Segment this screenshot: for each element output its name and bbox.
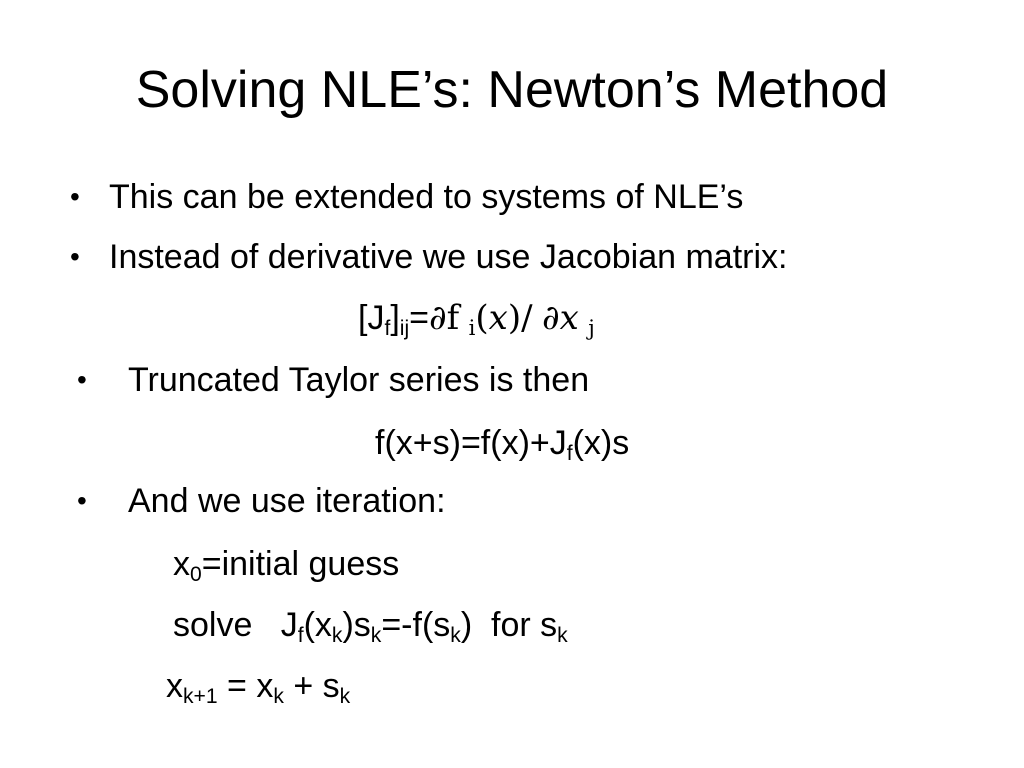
iteration-solve — [173, 605, 568, 646]
jacobian-sub-f: f — [384, 316, 391, 340]
jacobian-sub-i: i — [468, 314, 476, 340]
bullet-text-4: And we use iteration: — [128, 482, 446, 520]
jacobian-sub-j: j — [588, 314, 595, 340]
taylor-part2: (x)s — [572, 424, 630, 462]
iteration-update — [166, 666, 350, 707]
iteration-solve-sub-f: f — [297, 623, 304, 647]
bullet-text-2: Instead of derivative we use Jacobian matrix: — [109, 238, 788, 276]
jacobian-partial-f: ∂f — [429, 298, 460, 338]
iteration-solve-sub-k3: k — [450, 623, 461, 647]
taylor-formula — [375, 423, 629, 464]
iteration-solve-for: ) for s — [460, 606, 558, 644]
bullet-glyph: • — [77, 485, 87, 516]
jacobian-sub-ij: ij — [399, 316, 410, 340]
jacobian-formula — [358, 298, 595, 339]
iteration-solve-s: )s — [342, 606, 371, 644]
bullet-glyph: • — [77, 364, 87, 395]
iteration-x0-var: x — [173, 545, 190, 583]
bullet-text-3: Truncated Taylor series is then — [128, 361, 590, 399]
iteration-update-x: x — [166, 667, 183, 705]
iteration-x0-rest: =initial guess — [201, 545, 400, 583]
iteration-solve-xk-open: (x — [303, 606, 332, 644]
iteration-solve-sub-k2: k — [370, 623, 382, 647]
jacobian-lhs-open: [J — [358, 299, 385, 337]
iteration-solve-prefix: solve J — [173, 606, 298, 644]
iteration-update-sub-k2: k — [339, 684, 351, 708]
jacobian-paren-x: (𝑥) — [475, 298, 522, 338]
iteration-update-eq: = x — [217, 667, 274, 705]
slide-title: Solving NLE’s: Newton’s Method — [135, 61, 889, 119]
taylor-part1: f(x+s)=f(x)+J — [375, 424, 567, 462]
jacobian-lhs-close: ] — [390, 299, 400, 337]
iteration-solve-minus-f: =-f(s — [381, 606, 451, 644]
iteration-initial — [173, 544, 399, 585]
jacobian-slash: / — [521, 298, 533, 338]
iteration-solve-sub-k4: k — [557, 623, 568, 647]
bullet-text-1: This can be extended to systems of NLE’s — [109, 178, 744, 216]
bullet-glyph: • — [70, 181, 80, 212]
iteration-solve-sub-k1: k — [331, 623, 343, 647]
jacobian-equals: = — [409, 299, 429, 337]
jacobian-partial-x: ∂𝑥 — [542, 298, 579, 338]
iteration-update-plus: + s — [283, 667, 340, 705]
iteration-x0-sub: 0 — [190, 562, 202, 586]
taylor-sub-f: f — [566, 441, 573, 465]
iteration-update-sub-k1: k+1 — [183, 684, 218, 708]
iteration-update-sub-k: k — [273, 684, 284, 708]
bullet-glyph: • — [70, 241, 80, 272]
